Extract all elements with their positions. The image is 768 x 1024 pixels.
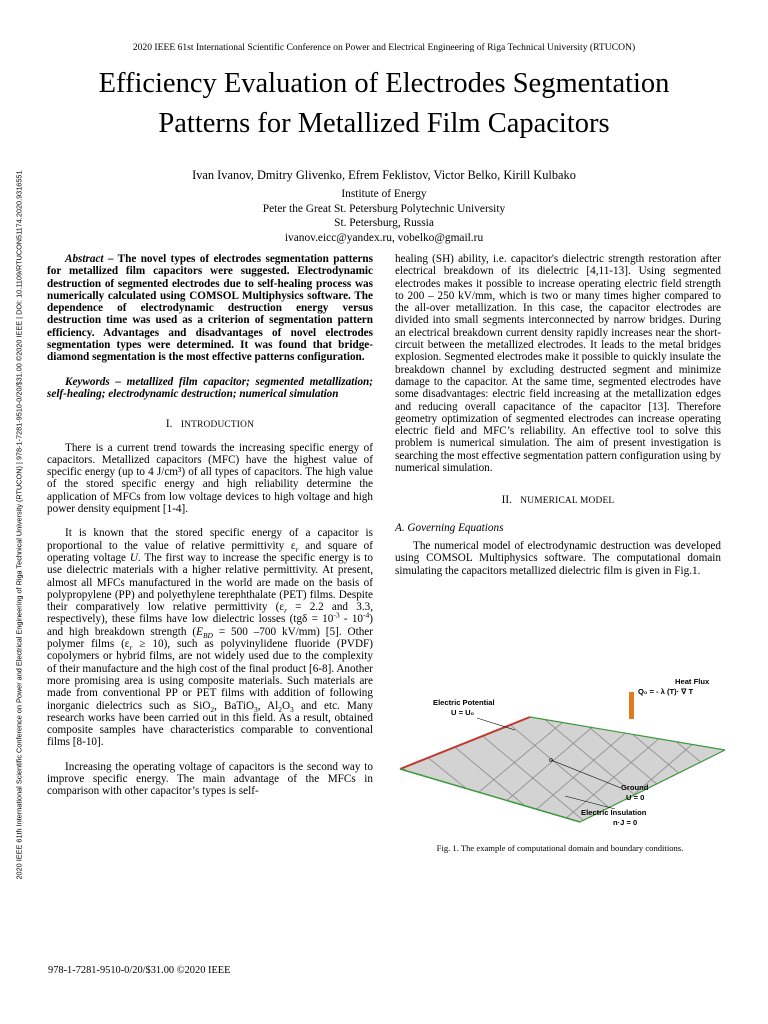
abstract-label: Abstract	[65, 253, 104, 265]
label-heat-flux: Heat Flux	[675, 677, 710, 686]
doi-sidebar-text: 2020 IEEE 61th International Scientific Conference on Power and Electrical Engineering of Riga Technical University (RTUCON) | 978-1-7281-9510-0/20/$31.00 ©2020 IEEE | DOI: 10.1109/RTUCON51174.2020.9316551	[14, 170, 24, 880]
keywords-label: Keywords	[65, 375, 110, 388]
label-heat-flux-formula: Q₀ = - λ (T)· ∇ T	[638, 687, 694, 696]
label-ground: Ground	[621, 783, 649, 792]
affiliation-city: St. Petersburg, Russia	[334, 217, 434, 230]
section-introduction-heading: I. INTRODUCTION	[165, 418, 255, 431]
conference-header: 2020 IEEE 61st International Scientific Conference on Power and Electrical Engineering of Riga Technical University (RTUCON)	[132, 42, 636, 53]
doi-sidebar	[9, 95, 29, 955]
heat-flux-marker	[629, 692, 634, 719]
subsection-governing-equations: A. Governing Equations	[395, 521, 504, 534]
authors: Ivan Ivanov, Dmitry Glivenko, Efrem Feklistov, Victor Belko, Kirill Kulbako	[192, 168, 576, 182]
keywords: Keywords – metallized film capacitor; segmented metallization; self-healing; electrodynamic destruction; numerical simulation	[47, 375, 373, 400]
right-column	[395, 253, 721, 577]
abstract: Abstract – The novel types of electrodes segmentation patterns for metallized film capacitors were suggested. Electrodynamic destruction of segmented electrodes due to self-healing process was numerically calculated using COMSOL Multiphysics software. The dependence of electrodynamic destruction energy versus destruction time was used as a criterion of segmentation pattern efficiency. Advantages and disadvantages of novel electrodes segmentation types were determined. It was found that bridge-diamond segmentation is the most effective patterns configuration.	[47, 253, 373, 364]
label-electric-potential: Electric Potential	[433, 698, 495, 707]
label-potential-value: U = U₀	[451, 708, 475, 717]
affiliation-university: Peter the Great St. Petersburg Polytechnic University	[262, 202, 506, 215]
affiliation-emails: ivanov.eicc@yandex.ru, vobelko@gmail.ru	[284, 231, 484, 244]
section-model-heading: II. NUMERICAL MODEL	[501, 494, 615, 507]
affiliation	[40, 187, 728, 245]
model-paragraph-1: The numerical model of electrodynamic destruction was developed using COMSOL Multiphysics software. The computational domain simulating the capacitors metallized dielectric film is given in Fig.1.	[395, 539, 721, 577]
title-line-1: Efficiency Evaluation of Electrodes Segmentation	[98, 68, 670, 99]
intro-paragraph-2: It is known that the stored specific energy of a capacitor is proportional to the value of relative permittivity $\varepsilon_r$ and square of operating voltage U. The first way to increase the specific energy is to use dielectric materials with a higher relative permittivity. At present, almost all MFCs manufactured in the world are made on the basis of polypropylene (PP) and polyethylene terephthalate (PET) films. Despite their comparatively low relative permittivity ($\varepsilon_r = 2.2$ and 3.3, respectively), these films have low dielectric losses $(tg\delta = 10^{-3} - 10^{-4})$ and high breakdown strength ($E_{BD} = 500$ –700 kV/mm) [5]. Other polymer films $(\varepsilon_r \ge 10)$, such as polyvinylidene fluoride (PVDF) copolymers or hybrid films, are not widely used due to the complexity of their manufacture and the high cost of the final product [6-8]. Another more promising area is using composite materials. Such materials are made from conventional PP or PET films with addition of following inorganic dielectrics such as SiO$_2$, BaTiO$_3$, $Al_2O_3$ and etc. Many research works have been carried out in this field. As a result, obtained composite samples have characteristics comparable to conventional films [8-10].	[47, 527, 374, 749]
copyright-footer: 978-1-7281-9510-0/20/$31.00 ©2020 IEEE	[48, 965, 231, 976]
label-insulation-value: n·J = 0	[613, 818, 638, 827]
figure-computational-domain	[395, 672, 725, 837]
label-electric-insulation: Electric Insulation	[581, 808, 647, 817]
left-column	[47, 253, 373, 798]
intro-paragraph-1: There is a current trend towards the increasing specific energy of capacitors. Metallized capacitors (MFC) have the highest value of specific energy (up to 4 J/cm³) of all types of capacitors. The high value of the stored specific energy and high reliability determine the application of MFCs from low voltage devices to high voltage and high power density equipment [1-4].	[47, 441, 373, 516]
affiliation-institute: Institute of Energy	[341, 188, 427, 200]
right-paragraph-1: healing (SH) ability, i.e. capacitor's dielectric strength restoration after electrical breakdown of its dielectric [4,11-13]. Using segmented electrodes makes it possible to increase operating electric field strength to 200 – 250 kV/mm, which is two or many times higher compared to the all-over metallization. In this case, the capacitor electrodes are divided into small segments interconnected by narrow bridges. During an electrical breakdown current density rapidly increases near the short-circuit between the metallized electrodes. It leads to the metal bridges explosion. Segmented electrodes make it possible to quickly insulate the breakdown channel by excluding destructed segment and minimize damage to the capacitor. At the same time, segmented electrodes have some disadvantages: electric field increasing at the metallization edges and reducing overall capacitance of the capacitor [13]. Therefore geometry optimization of segmented electrodes can increase operating electric field and MFC’s reliability. An effective tool to solve this problem is numerical simulation. The aim of present investigation is searching the most effective segmentation pattern configuration using by numerical simulation.	[395, 253, 721, 475]
title-line-2: Patterns for Metallized Film Capacitors	[158, 108, 610, 139]
paper-title	[40, 64, 728, 144]
label-ground-value: U = 0	[626, 793, 645, 802]
intro-paragraph-3: Increasing the operating voltage of capacitors is the second way to improve specific energy. The main advantage of the MFCs in comparison with other capacitor’s types is self-	[47, 760, 373, 798]
domain-surface	[400, 717, 725, 822]
figure-caption: Fig. 1. The example of computational domain and boundary conditions.	[436, 843, 684, 853]
